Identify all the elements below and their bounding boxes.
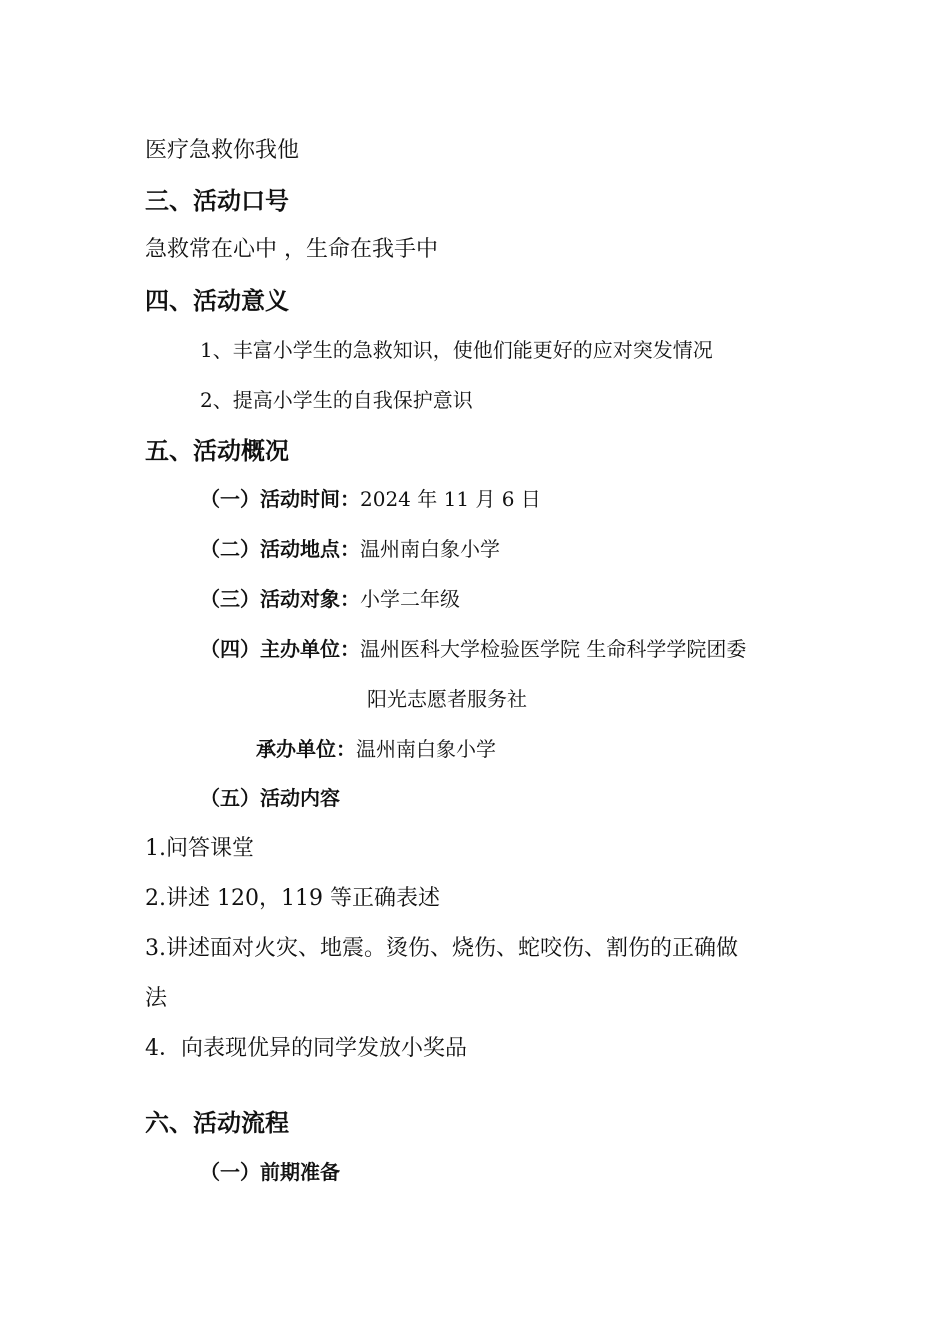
- significance-item-1: 1、丰富小学生的急救知识，使他们能更好的应对突发情况: [200, 338, 713, 362]
- content-heading: （五）活动内容: [200, 786, 340, 810]
- content-item-2: 2.讲述 120，119 等正确表述: [145, 886, 440, 911]
- activity-place-row: [200, 539, 500, 559]
- activity-place-value: 温州南白象小学: [360, 537, 500, 561]
- activity-target-label: （三）活动对象：: [200, 587, 360, 611]
- section6-heading: 六、活动流程: [145, 1109, 289, 1137]
- activity-time-row: [200, 489, 541, 509]
- content-item-3-continued: 法: [145, 986, 168, 1011]
- host-value: 温州南白象小学: [356, 737, 496, 761]
- section5-heading: 五、活动概况: [145, 437, 289, 465]
- activity-time-label: （一）活动时间：: [200, 487, 360, 511]
- section4-heading: 四、活动意义: [145, 287, 289, 315]
- activity-target-row: [200, 589, 460, 609]
- organizer-label: （四）主办单位：: [200, 637, 360, 661]
- organizer-row: [200, 639, 746, 659]
- host-label: 承办单位：: [256, 737, 356, 761]
- activity-place-label: （二）活动地点：: [200, 537, 360, 561]
- organizer-value: 温州医科大学检验医学院 生命科学学院团委: [360, 637, 747, 661]
- content-item-1: 1.问答课堂: [145, 836, 254, 861]
- content-item-4: 4．向表现优异的同学发放小奖品: [145, 1036, 467, 1061]
- organizer-value-line2: 阳光志愿者服务社: [367, 687, 527, 711]
- significance-item-2: 2、提高小学生的自我保护意识: [200, 388, 473, 412]
- intro-line: 医疗急救你我他: [145, 138, 300, 163]
- section3-heading: 三、活动口号: [145, 187, 289, 215]
- content-item-3: 3.讲述面对火灾、地震。烫伤、烧伤、蛇咬伤、割伤的正确做: [145, 936, 738, 961]
- activity-target-value: 小学二年级: [360, 587, 460, 611]
- preparation-heading: （一）前期准备: [200, 1160, 340, 1184]
- slogan-text: 急救常在心中 ，生命在我手中: [145, 237, 438, 262]
- host-row: [256, 739, 496, 759]
- activity-time-value: 2024 年 11 月 6 日: [360, 487, 541, 511]
